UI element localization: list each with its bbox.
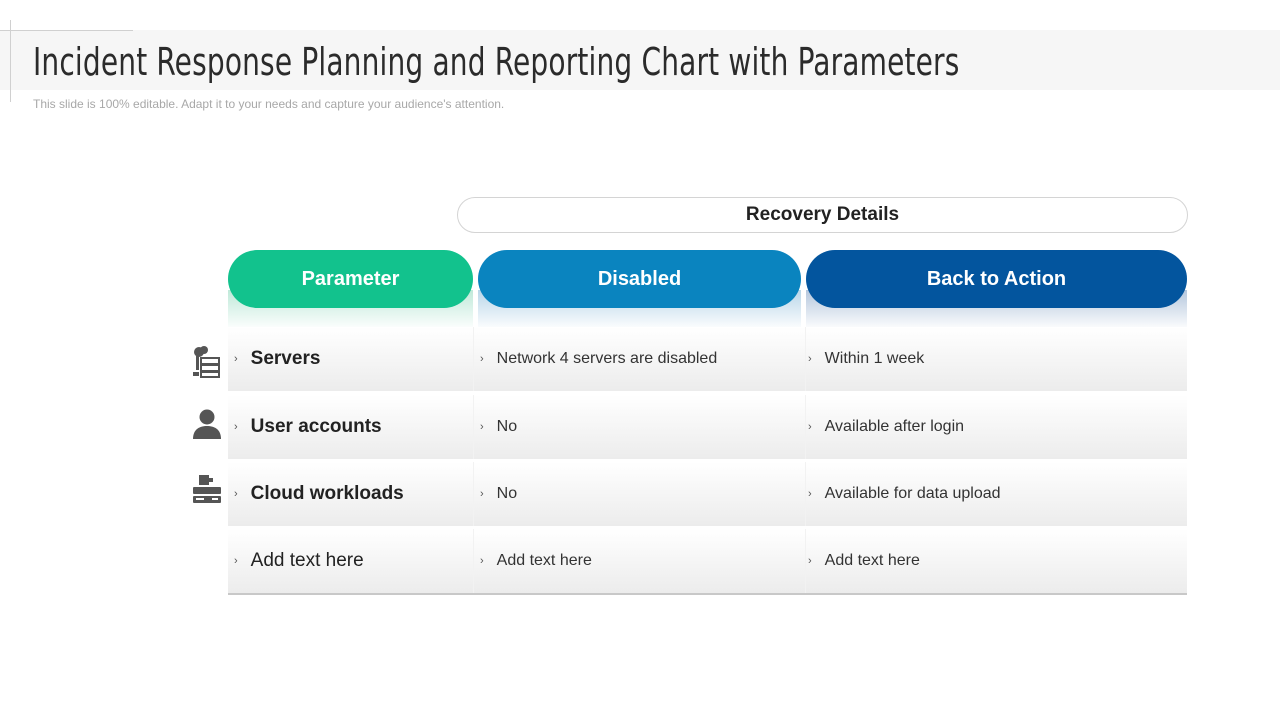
parameter-cell: Add text here [250, 550, 364, 571]
chevron-right-icon: › [480, 421, 484, 433]
table-row [228, 529, 1187, 593]
disabled-cell: Add text here [496, 552, 592, 569]
disabled-cell: Network 4 servers are disabled [496, 350, 718, 367]
parameter-cell: Servers [250, 348, 321, 369]
corner-decoration-horizontal [0, 30, 133, 31]
back-to-action-cell: Add text here [824, 552, 920, 569]
column-divider [473, 327, 474, 391]
back-to-action-cell: Within 1 week [824, 350, 925, 367]
column-divider [473, 529, 474, 593]
chevron-right-icon: › [480, 555, 484, 567]
column-divider [473, 395, 474, 459]
table-row [228, 395, 1187, 459]
chevron-right-icon: › [808, 421, 812, 433]
disabled-cell: No [496, 485, 518, 502]
disabled-cell: No [496, 418, 518, 435]
chevron-right-icon: › [808, 353, 812, 365]
parameter-column-header: Parameter [228, 250, 473, 308]
disabled-column-header: Disabled [478, 250, 801, 308]
table-row [228, 462, 1187, 526]
server-network-icon [190, 344, 224, 378]
page-title: Incident Response Planning and Reporting Chart with Parameters [33, 40, 960, 84]
chevron-right-icon: › [480, 488, 484, 500]
table-bottom-border [228, 593, 1187, 595]
cloud-upload-icon [190, 473, 224, 507]
chevron-right-icon: › [808, 555, 812, 567]
chevron-right-icon: › [234, 488, 238, 500]
back-to-action-cell: Available after login [824, 418, 965, 435]
table-row [228, 327, 1187, 391]
parameter-cell: User accounts [250, 416, 382, 437]
parameter-cell: Cloud workloads [250, 483, 404, 504]
page-subtitle: This slide is 100% editable. Adapt it to your needs and capture your audience's attention. [33, 97, 505, 111]
back-to-action-column-header: Back to Action [806, 250, 1187, 308]
column-divider [473, 462, 474, 526]
recovery-details-header: Recovery Details [457, 197, 1188, 233]
chevron-right-icon: › [808, 488, 812, 500]
corner-decoration-vertical [10, 20, 11, 102]
chevron-right-icon: › [234, 421, 238, 433]
chevron-right-icon: › [234, 555, 238, 567]
back-to-action-cell: Available for data upload [824, 485, 1001, 502]
chevron-right-icon: › [480, 353, 484, 365]
user-icon [190, 407, 224, 441]
chevron-right-icon: › [234, 353, 238, 365]
